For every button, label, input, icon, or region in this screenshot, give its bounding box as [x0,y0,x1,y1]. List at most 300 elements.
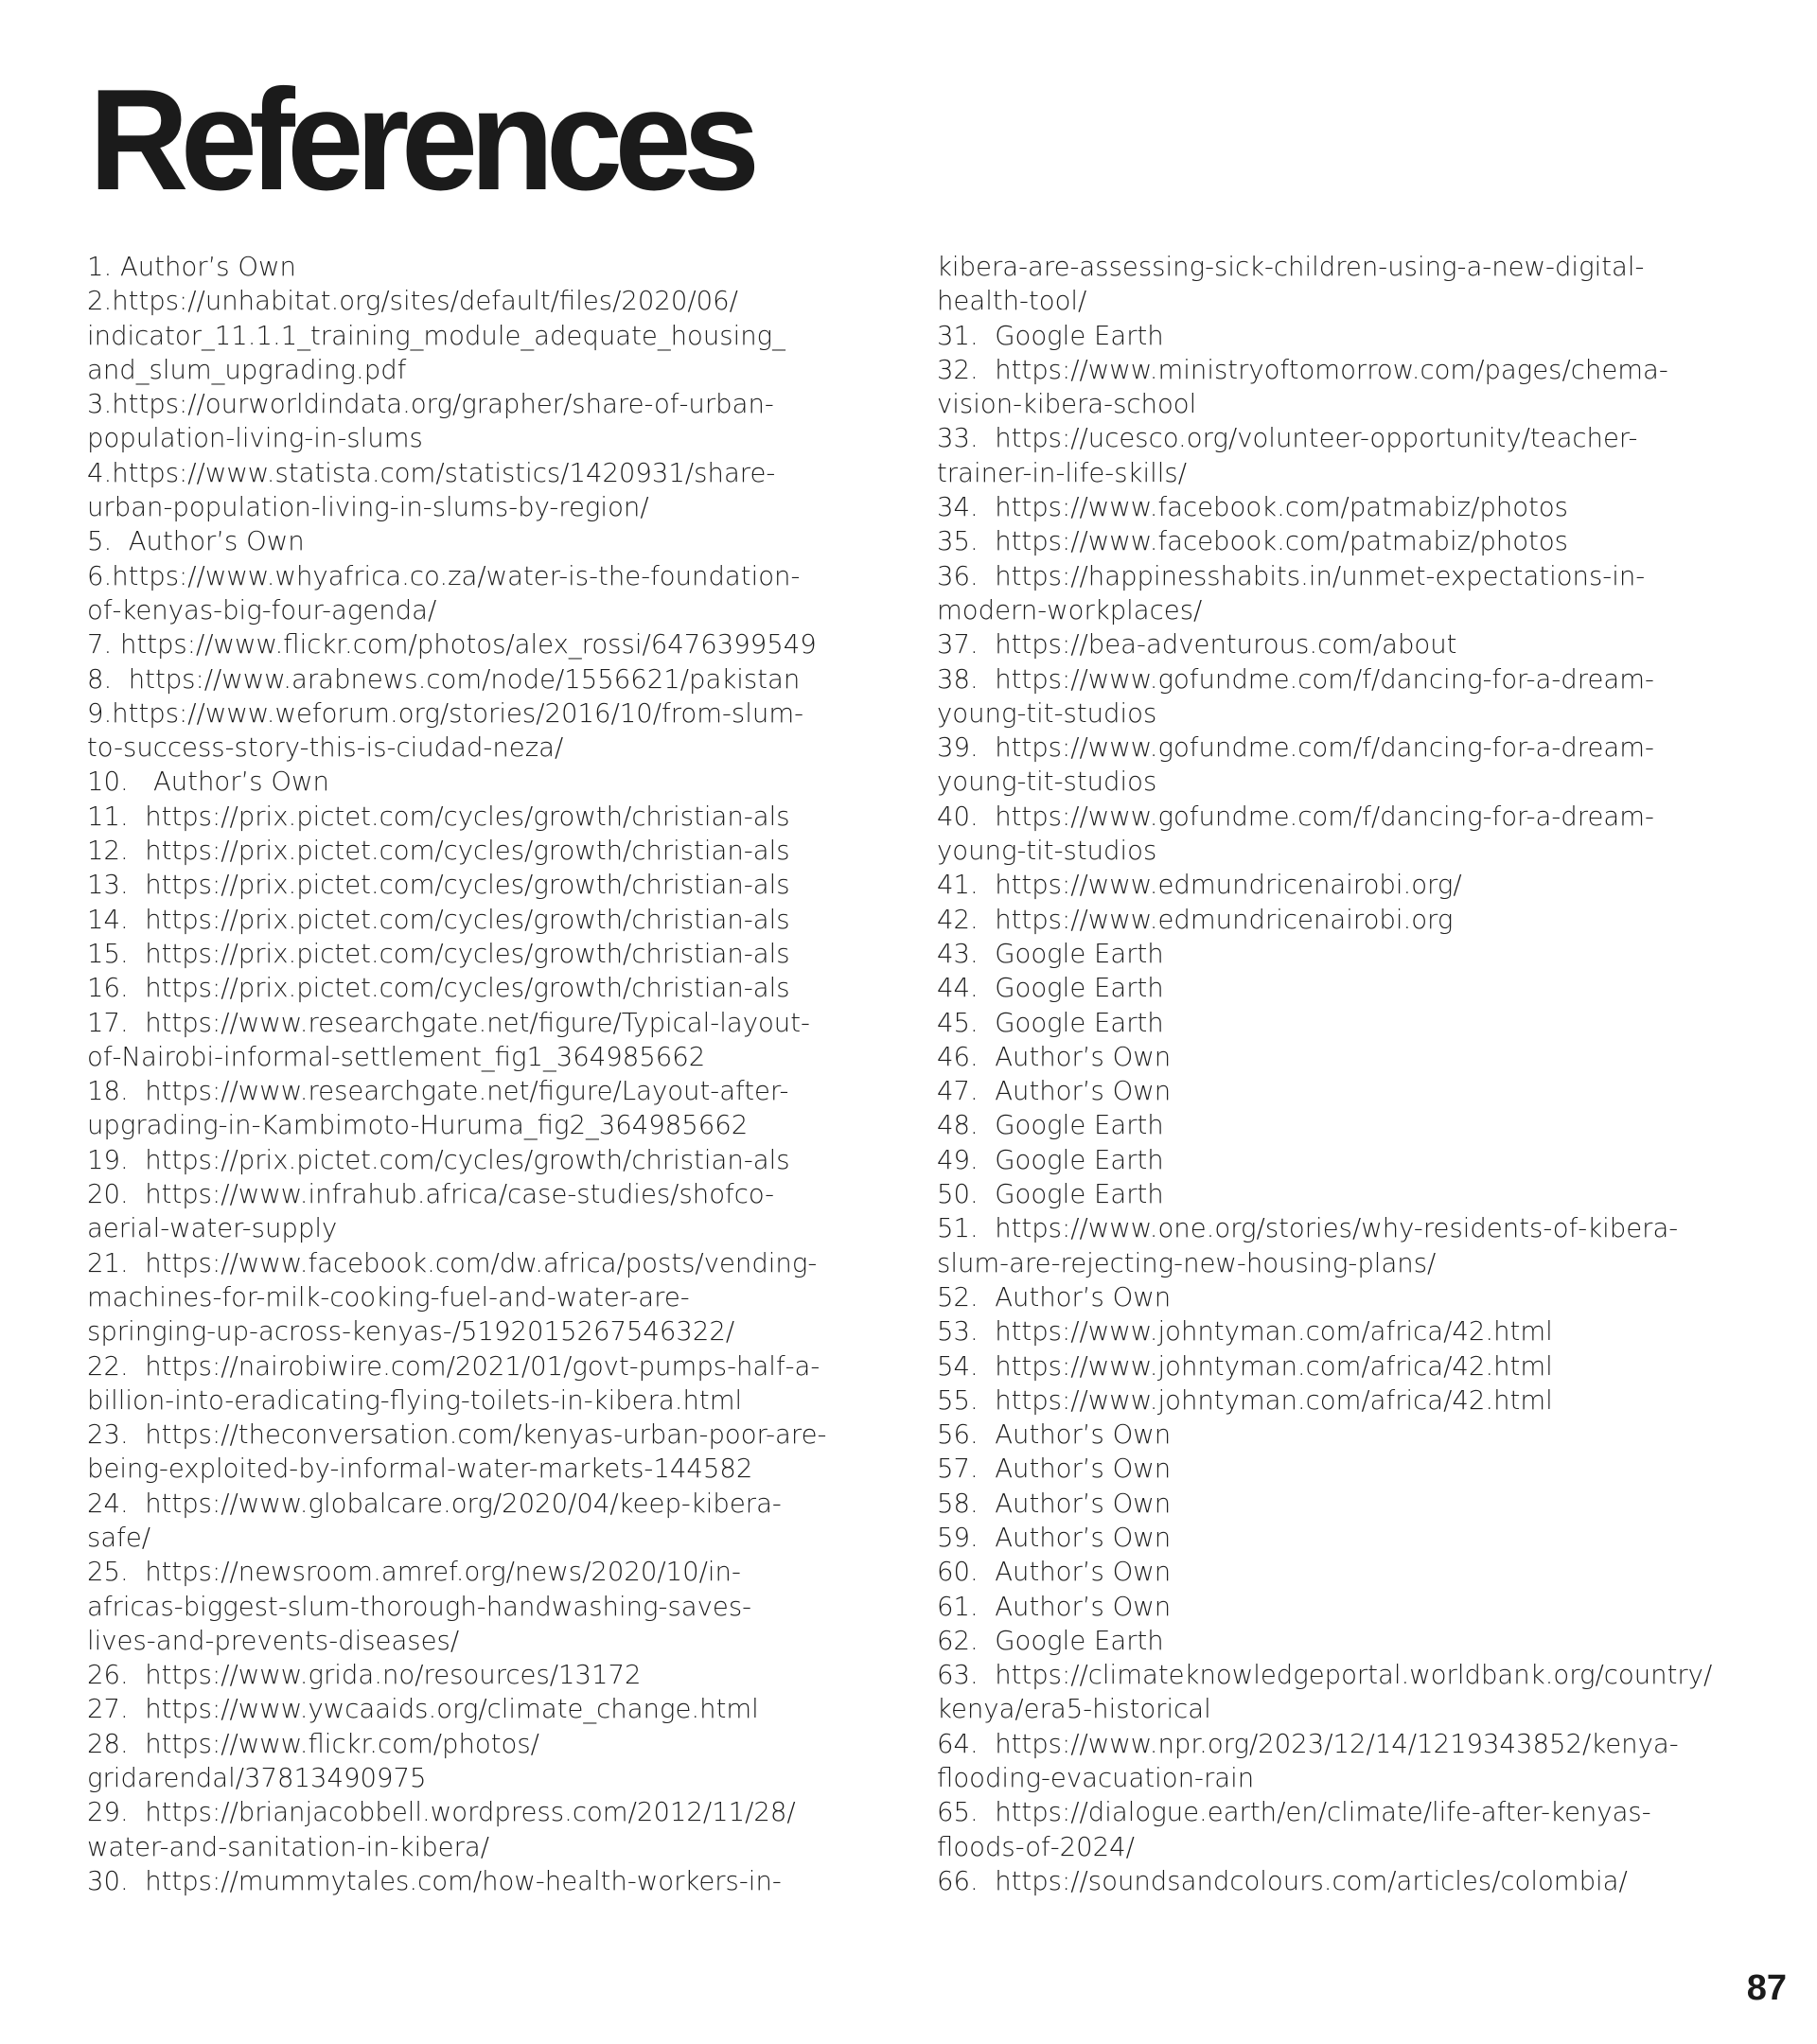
reference-number: 13. [87,870,146,901]
reference-number: 10. [87,766,153,798]
reference-number: 14. [87,904,146,935]
reference-item [87,627,882,661]
reference-item [937,559,1732,628]
reference-number: 4. [87,457,113,488]
reference-text [937,354,1732,422]
reference-link[interactable]: https://www.statista.com/statistics/1420931/share- [112,457,776,488]
reference-link[interactable]: https://prix.pictet.com/cycles/growth/christian-als [145,870,790,901]
reference-link: Google Earth [995,973,1164,1004]
reference-text [145,834,882,868]
reference-link[interactable]: https://www.globalcare.org/2020/04/keep-kibera- [145,1488,782,1519]
reference-text [937,1213,1732,1280]
reference-link[interactable]: https://prix.pictet.com/cycles/growth/christian-als [145,801,790,832]
reference-item [937,662,1732,731]
reference-link: Author’s Own [995,1488,1172,1519]
reference-item [937,1590,1732,1624]
reference-link-continuation[interactable]: to-success-story-this-is-ciudad-neza/ [87,732,564,764]
reference-number: 52. [937,1281,996,1313]
reference-link: Google Earth [995,1144,1164,1175]
reference-item [937,1108,1732,1142]
reference-link[interactable]: https://www.infrahub.africa/case-studies/shofco- [145,1179,775,1210]
reference-item [87,800,882,834]
reference-number: 26. [87,1660,146,1691]
reference-number: 65. [937,1797,996,1828]
reference-number: 20. [87,1179,146,1210]
reference-item [937,421,1732,490]
reference-item [937,903,1732,937]
reference-link: Google Earth [995,938,1164,969]
reference-item [87,868,882,902]
reference-link-continuation[interactable]: young-tit-studios [937,836,1157,867]
reference-link[interactable]: https://www.flickr.com/photos/ [145,1728,539,1759]
reference-item [87,903,882,937]
reference-number: 17. [87,1007,146,1038]
reference-link[interactable]: https://www.johntyman.com/africa/42.html [995,1316,1553,1348]
reference-text [995,1487,1732,1521]
reference-text [995,1177,1732,1211]
reference-text [87,1419,882,1487]
reference-link-continuation[interactable]: trainer-in-life-skills/ [937,457,1187,488]
reference-link[interactable]: https://www.arabnews.com/node/1556621/pakistan [128,663,801,695]
reference-link[interactable]: https://climateknowledgeportal.worldbank.org/country/ [995,1660,1713,1691]
reference-number: 15. [87,938,146,969]
reference-text [995,1555,1732,1589]
reference-number: 54. [937,1350,996,1382]
reference-text [87,1007,882,1075]
reference-item [937,937,1732,971]
reference-text [995,1349,1732,1383]
reference-number: 23. [87,1419,146,1451]
reference-number: 66. [937,1865,996,1896]
reference-link-continuation[interactable]: modern-workplaces/ [937,594,1203,626]
reference-number: 48. [937,1110,996,1141]
reference-link[interactable]: https://www.gofundme.com/f/dancing-for-a-dream- [995,801,1654,832]
reference-link[interactable]: https://www.ywcaaids.org/climate_change.html [145,1694,759,1725]
reference-number: 2. [87,286,113,317]
reference-text [937,423,1732,490]
reference-text [87,389,882,456]
reference-item [87,834,882,868]
reference-link[interactable]: https://soundsandcolours.com/articles/colombia/ [995,1865,1628,1896]
reference-item [87,387,882,456]
reference-text [87,1350,882,1418]
reference-link-continuation[interactable]: being-exploited-by-informal-water-markets-144582 [87,1454,753,1485]
reference-link[interactable]: https://www.johntyman.com/africa/42.html [995,1350,1553,1382]
reference-link: Google Earth [995,1625,1164,1656]
reference-item [937,1487,1732,1521]
reference-item [87,1006,882,1075]
reference-item [937,1727,1732,1796]
reference-text [937,732,1732,800]
reference-number: 47. [937,1076,996,1107]
reference-number: 12. [87,836,146,867]
reference-link[interactable]: https://www.whyafrica.co.za/water-is-the-foundation- [112,560,801,591]
reference-item [937,319,1732,353]
reference-link: Author’s Own [995,1281,1172,1313]
reference-number: 24. [87,1488,146,1519]
reference-link[interactable]: https://dialogue.earth/en/climate/life-after-kenyas- [995,1797,1651,1828]
reference-link-continuation[interactable]: upgrading-in-Kambimoto-Huruma_fig2_364985662 [87,1110,749,1141]
reference-item [87,250,882,284]
reference-item [937,971,1732,1005]
reference-number: 19. [87,1144,146,1175]
reference-text [937,1797,1732,1864]
reference-text [995,1383,1732,1418]
reference-item [937,1624,1732,1658]
reference-link[interactable]: https://www.gofundme.com/f/dancing-for-a-dream- [995,732,1654,764]
reference-link[interactable]: https://prix.pictet.com/cycles/growth/christian-als [145,904,790,935]
reference-text [995,1624,1732,1658]
reference-item [937,1658,1732,1727]
reference-text [995,868,1732,902]
reference-item [87,696,882,766]
reference-item [87,1074,882,1143]
reference-link-continuation[interactable]: and_slum_upgrading.pdf [87,354,407,385]
reference-item [937,1521,1732,1555]
reference-number: 51. [937,1213,996,1244]
reference-text [995,1074,1732,1108]
reference-number: 56. [937,1419,996,1451]
reference-link[interactable]: https://www.npr.org/2023/12/14/1219343852/kenya- [995,1728,1679,1759]
reference-number: 1. [87,252,120,282]
reference-link: Author’s Own [995,1454,1172,1485]
reference-number: 33. [937,423,996,454]
reference-link-continuation[interactable]: water-and-sanitation-in-kibera/ [87,1831,490,1862]
reference-link-continuation[interactable]: safe/ [87,1522,151,1553]
reference-link: Google Earth [995,1179,1164,1210]
reference-link-continuation[interactable]: indicator_11.1.1_training_module_adequate_housing_ [87,320,785,351]
reference-link[interactable]: https://www.edmundricenairobi.org [995,904,1454,935]
reference-link: Author’s Own [128,526,305,557]
reference-link[interactable]: https://www.one.org/stories/why-residents-of-kibera- [995,1213,1679,1244]
reference-item [937,1040,1732,1074]
reference-link-continuation[interactable]: population-living-in-slums [87,423,423,454]
reference-link[interactable]: https://newsroom.amref.org/news/2020/10/in- [145,1557,741,1588]
reference-text [145,937,882,971]
reference-item [937,524,1732,558]
reference-number: 29. [87,1797,146,1828]
reference-link-continuation[interactable]: urban-population-living-in-slums-by-region/ [87,492,649,523]
reference-item [937,1314,1732,1348]
reference-number: 9. [87,697,113,729]
reference-text [87,1076,882,1143]
reference-number: 27. [87,1694,146,1725]
reference-number: 57. [937,1454,996,1485]
reference-number: 6. [87,560,113,591]
reference-link-continuation[interactable]: kenya/era5-historical [937,1694,1211,1725]
reference-text [995,1108,1732,1142]
reference-link-continuation[interactable]: machines-for-milk-cooking-fuel-and-water-are- [87,1281,690,1313]
reference-item [87,1418,882,1487]
reference-number: 53. [937,1316,996,1348]
reference-text [995,1590,1732,1624]
reference-item [87,1658,882,1692]
reference-text [995,1521,1732,1555]
reference-number: 39. [937,732,996,764]
reference-link-continuation[interactable]: lives-and-prevents-diseases/ [87,1625,460,1656]
reference-text [995,319,1732,353]
reference-item [87,1177,882,1246]
reference-number: 49. [937,1144,996,1175]
reference-text [87,560,882,628]
reference-number: 22. [87,1350,146,1382]
reference-item [87,937,882,971]
reference-item [87,1246,882,1349]
reference-item [87,1555,882,1658]
reference-text [937,1660,1732,1727]
reference-text [937,1728,1732,1796]
reference-link: Author’s Own [995,1041,1172,1072]
reference-link-continuation[interactable]: vision-kibera-school [937,389,1197,420]
reference-number: 59. [937,1522,996,1553]
reference-link: Google Earth [995,1007,1164,1038]
reference-link[interactable]: https://www.facebook.com/patmabiz/photos [995,492,1568,523]
reference-item [937,868,1732,902]
reference-item [937,250,1732,319]
reference-text [87,697,882,766]
reference-link: Author’s Own [995,1076,1172,1107]
reference-number: 34. [937,492,996,523]
reference-link: Google Earth [995,1110,1164,1141]
reference-text [145,903,882,937]
reference-link[interactable]: https://prix.pictet.com/cycles/growth/christian-als [145,938,790,969]
reference-number: 62. [937,1625,996,1656]
reference-item [87,662,882,696]
page-number: 87 [1746,1968,1787,2008]
reference-text [995,903,1732,937]
reference-link[interactable]: https://www.johntyman.com/africa/42.html [995,1384,1553,1416]
reference-item [87,456,882,525]
reference-link: Author’s Own [152,766,329,798]
reference-text [120,250,882,284]
reference-link-continuation[interactable]: slum-are-rejecting-new-housing-plans/ [937,1247,1437,1278]
reference-link-continuation[interactable]: of-Nairobi-informal-settlement_fig1_364985662 [87,1041,706,1072]
reference-number: 32. [937,354,996,385]
reference-link: Author’s Own [119,252,296,282]
reference-text [145,800,882,834]
reference-text [937,252,1732,319]
reference-link: Author’s Own [995,1419,1172,1451]
reference-number: 44. [937,973,996,1004]
reference-link[interactable]: https://mummytales.com/how-health-workers-in- [145,1865,782,1896]
reference-number: 38. [937,663,996,695]
reference-number: 16. [87,973,146,1004]
reference-text [87,1488,882,1556]
reference-number: 11. [87,801,146,832]
reference-item [937,1349,1732,1383]
reference-link[interactable]: https://www.grida.no/resources/13172 [145,1660,642,1691]
reference-text [937,663,1732,731]
reference-link-continuation[interactable]: africas-biggest-slum-thorough-handwashing-saves- [87,1591,752,1622]
reference-text [145,868,882,902]
reference-item [87,1692,882,1726]
reference-item [937,490,1732,524]
reference-link-continuation[interactable]: gridarendal/37813490975 [87,1763,427,1794]
reference-link-continuation[interactable]: young-tit-studios [937,697,1157,729]
reference-link-continuation[interactable]: floods-of-2024/ [937,1831,1135,1862]
reference-number: 64. [937,1728,996,1759]
reference-item [937,1864,1732,1898]
reference-item [87,1727,882,1796]
reference-link: Author’s Own [995,1557,1172,1588]
reference-text [87,1728,882,1796]
reference-number: 42. [937,904,996,935]
reference-text [995,1040,1732,1074]
reference-text [87,1247,882,1349]
reference-text [937,560,1732,628]
reference-number: 40. [937,801,996,832]
reference-number: 36. [937,560,996,591]
reference-number: 30. [87,1865,146,1896]
reference-number: 3. [87,389,113,420]
reference-number: 28. [87,1728,146,1759]
reference-text [145,1864,882,1898]
reference-item [937,1418,1732,1452]
reference-item [937,1280,1732,1314]
reference-number: 46. [937,1041,996,1072]
reference-text [995,1864,1732,1898]
reference-item [937,1795,1732,1864]
reference-number: 31. [937,320,996,351]
reference-item [87,1795,882,1864]
references-column-right [937,250,1732,1898]
reference-item [937,353,1732,422]
reference-link-continuation[interactable]: flooding-evacuation-rain [937,1763,1255,1794]
reference-item [937,627,1732,661]
reference-link[interactable]: https://www.ministryoftomorrow.com/pages/chema- [995,354,1668,385]
reference-link[interactable]: https://nairobiwire.com/2021/01/govt-pumps-half-a- [145,1350,820,1382]
reference-link[interactable]: https://happinesshabits.in/unmet-expectations-in- [995,560,1646,591]
reference-text [120,627,882,661]
reference-number: 7. [87,629,120,661]
reference-item [87,524,882,558]
reference-item [87,971,882,1005]
reference-text [87,286,882,387]
reference-text [937,801,1732,869]
reference-text [995,1314,1732,1348]
reference-link[interactable]: https://www.facebook.com/dw.africa/posts/vending- [145,1247,818,1278]
reference-text [145,1658,882,1692]
reference-number: 37. [937,629,996,661]
reference-item [87,1864,882,1898]
reference-text [995,1006,1732,1040]
reference-number: 25. [87,1557,146,1588]
reference-text [145,971,882,1005]
reference-link[interactable]: https://bea-adventurous.com/about [995,629,1457,661]
reference-link[interactable]: https://ucesco.org/volunteer-opportunity/teacher- [995,423,1638,454]
reference-item [937,1211,1732,1280]
reference-number: 61. [937,1591,996,1622]
reference-link[interactable]: https://www.facebook.com/patmabiz/photos [995,526,1568,557]
reference-number: 55. [937,1384,996,1416]
reference-item [87,1143,882,1177]
reference-item [937,731,1732,800]
reference-link[interactable]: https://www.gofundme.com/f/dancing-for-a-dream- [995,663,1654,695]
reference-link: Google Earth [995,320,1164,351]
reference-link[interactable]: https://prix.pictet.com/cycles/growth/christian-als [145,1144,790,1175]
reference-link: kibera-are-assessing-sick-children-using-a-new-digital- [937,252,1645,282]
reference-text [995,971,1732,1005]
reference-link[interactable]: https://ourworldindata.org/grapher/share-of-urban- [112,389,774,420]
reference-item [87,284,882,387]
reference-text [995,524,1732,558]
reference-item [937,1074,1732,1108]
reference-text [87,1557,882,1658]
reference-text [995,627,1732,661]
reference-text [995,1452,1732,1486]
reference-number: 50. [937,1179,996,1210]
references-column-left [87,250,882,1898]
reference-item [937,1452,1732,1486]
reference-item [87,1349,882,1418]
reference-text [995,1418,1732,1452]
reference-text [129,524,882,558]
reference-link[interactable]: https://prix.pictet.com/cycles/growth/christian-als [145,836,790,867]
reference-link[interactable]: https://www.researchgate.net/figure/Layout-after- [145,1076,789,1107]
reference-number: 41. [937,870,996,901]
reference-number: 60. [937,1557,996,1588]
reference-number: 58. [937,1488,996,1519]
reference-link[interactable]: https://www.edmundricenairobi.org/ [995,870,1462,901]
reference-text [87,457,882,525]
reference-link[interactable]: https://www.researchgate.net/figure/Typical-layout- [145,1007,810,1038]
reference-link[interactable]: https://brianjacobbell.wordpress.com/2012/11/28/ [145,1797,796,1828]
reference-link: Author’s Own [995,1591,1172,1622]
reference-text [995,1143,1732,1177]
reference-link[interactable]: https://prix.pictet.com/cycles/growth/christian-als [145,973,790,1004]
reference-link-continuation[interactable]: of-kenyas-big-four-agenda/ [87,594,437,626]
reference-text [995,1280,1732,1314]
reference-item [937,1143,1732,1177]
reference-number: 35. [937,526,996,557]
reference-number: 43. [937,938,996,969]
reference-text [145,1692,882,1726]
reference-number: 45. [937,1007,996,1038]
reference-link-continuation[interactable]: health-tool/ [937,286,1087,317]
reference-item [937,1383,1732,1418]
reference-text [995,937,1732,971]
reference-link-continuation[interactable]: springing-up-across-kenyas-/519201526754632​2/ [87,1316,735,1348]
reference-number: 18. [87,1076,146,1107]
reference-item [87,559,882,628]
reference-link[interactable]: https://theconversation.com/kenyas-urban-poor-are- [145,1419,827,1451]
reference-text [995,490,1732,524]
reference-text [87,1797,882,1864]
reference-link: Author’s Own [995,1522,1172,1553]
reference-text [129,662,882,696]
reference-number: 63. [937,1660,996,1691]
reference-link-continuation[interactable]: billion-into-eradicating-flying-toilets-in-kibera.html [87,1384,743,1416]
reference-number: 8. [87,663,129,695]
reference-item [87,1487,882,1556]
reference-link-continuation[interactable]: young-tit-studios [937,766,1157,798]
reference-text [87,1179,882,1246]
reference-item [937,1006,1732,1040]
reference-link[interactable]: https://www.weforum.org/stories/2016/10/from-slum- [112,697,804,729]
reference-link-continuation[interactable]: aerial-water-supply [87,1213,338,1244]
page-title: References [89,60,752,220]
reference-text [145,1143,882,1177]
reference-number: 21. [87,1247,146,1278]
reference-text [153,765,882,799]
reference-item [87,765,882,799]
reference-item [937,1177,1732,1211]
reference-item [937,1555,1732,1589]
reference-number: 5. [87,526,129,557]
reference-link[interactable]: https://unhabitat.org/sites/default/files/2020/06/ [112,286,738,317]
reference-link[interactable]: https://www.flickr.com/photos/alex_rossi/6476399549 [119,629,817,661]
reference-item [937,800,1732,869]
